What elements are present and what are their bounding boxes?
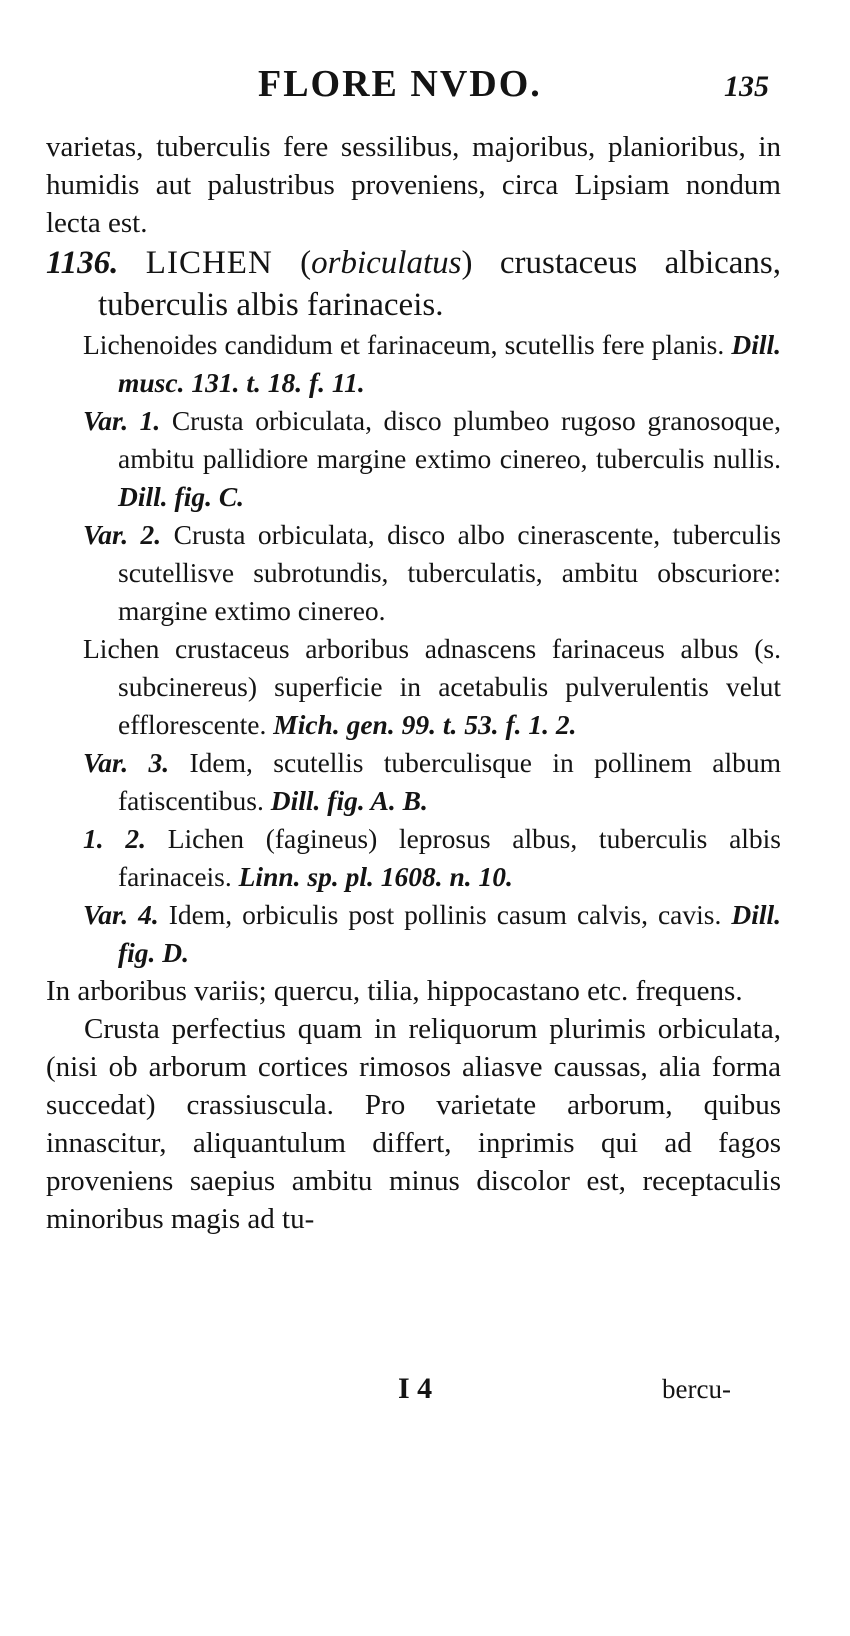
body-text [46, 128, 781, 1238]
species-name: orbiculatus [311, 245, 462, 281]
species-open-paren: ( [300, 245, 312, 281]
catchword: bercu- [662, 1374, 731, 1404]
synonym-reference: Linn. sp. pl. 1608. n. 10. [238, 861, 513, 892]
synonym-text: Lichen crustaceus arboribus adnascens farinaceus albus (s. subcinereus) superficie in acetabulis pulverulentis velut efflorescente. [83, 633, 781, 740]
page-number: 135 [724, 70, 769, 103]
synonym-item [46, 630, 781, 744]
genus-name: LICHEN [145, 245, 273, 281]
habitat-note: In arboribus variis; quercu, tilia, hippocastano etc. frequens. [46, 975, 743, 1007]
synonym-reference: Mich. gen. 99. t. 53. f. 1. 2. [273, 709, 577, 740]
synonym-text: Lichen (fagineus) leprosus albus, tuberculis albis farinaceis. [118, 823, 782, 892]
synonym-text: Idem, orbiculis post pollinis casum calvis, cavis. [168, 899, 722, 930]
synonym-lead: Var. 2. [83, 519, 162, 550]
synonym-reference: Dill. fig. A. B. [270, 785, 428, 816]
intro-paragraph: varietas, tuberculis fere sessilibus, majoribus, planioribus, in humidis aut palustribus proveniens, circa Lipsiam nondum lecta est. [46, 131, 781, 239]
entry-number: 1136. [46, 245, 119, 281]
synonym-item [46, 896, 781, 972]
synonym-lead: Var. 1. [83, 405, 161, 436]
synonym-lead: Var. 4. [83, 899, 159, 930]
synonym-item [46, 820, 781, 896]
page-header [0, 62, 850, 112]
entry-heading [46, 242, 781, 326]
synonym-lead: Var. 3. [83, 747, 170, 778]
running-title: FLORE NVDO. [258, 63, 542, 105]
synonym-item [46, 326, 781, 402]
synonym-lead: 1. 2. [83, 823, 146, 854]
synonym-item [46, 516, 781, 630]
synonym-item [46, 744, 781, 820]
signature-mark: I 4 [398, 1372, 433, 1405]
synonym-text: Idem, scutellis tuberculisque in pollinem album fatiscentibus. [118, 747, 781, 816]
description-paragraph: Crusta perfectius quam in reliquorum plurimis orbiculata, (nisi ob arborum cortices rimosos aliasve caussas, alia forma succedat) crassiuscula. Pro varietate arborum, quibus innascitur, aliquantulum differt, inprimis qui ad fagos proveniens saepius ambitu minus discolor est, receptaculis minoribus magis ad tu- [46, 1013, 781, 1235]
synonym-text: Crusta orbiculata, disco albo cinerascente, tuberculis scutellisve subrotundis, tuberculatis, ambitu obscuriore: margine extimo cinereo. [118, 519, 781, 626]
synonym-item [46, 402, 781, 516]
synonym-reference: Dill. fig. D. [118, 899, 782, 968]
entry-description: crustaceus albicans, tuberculis albis farinaceis. [98, 245, 781, 323]
synonym-reference: Dill. fig. C. [118, 481, 245, 512]
synonym-text: Crusta orbiculata, disco plumbeo rugoso granosoque, ambitu pallidiore margine extimo cinereo, tuberculis nullis. [118, 405, 781, 474]
synonym-text: Lichenoides candidum et farinaceum, scutellis fere planis. [83, 329, 725, 360]
species-close-paren: ) [461, 245, 473, 281]
synonym-reference: Dill. musc. 131. t. 18. f. 11. [118, 329, 782, 398]
page-footer [0, 1372, 850, 1412]
